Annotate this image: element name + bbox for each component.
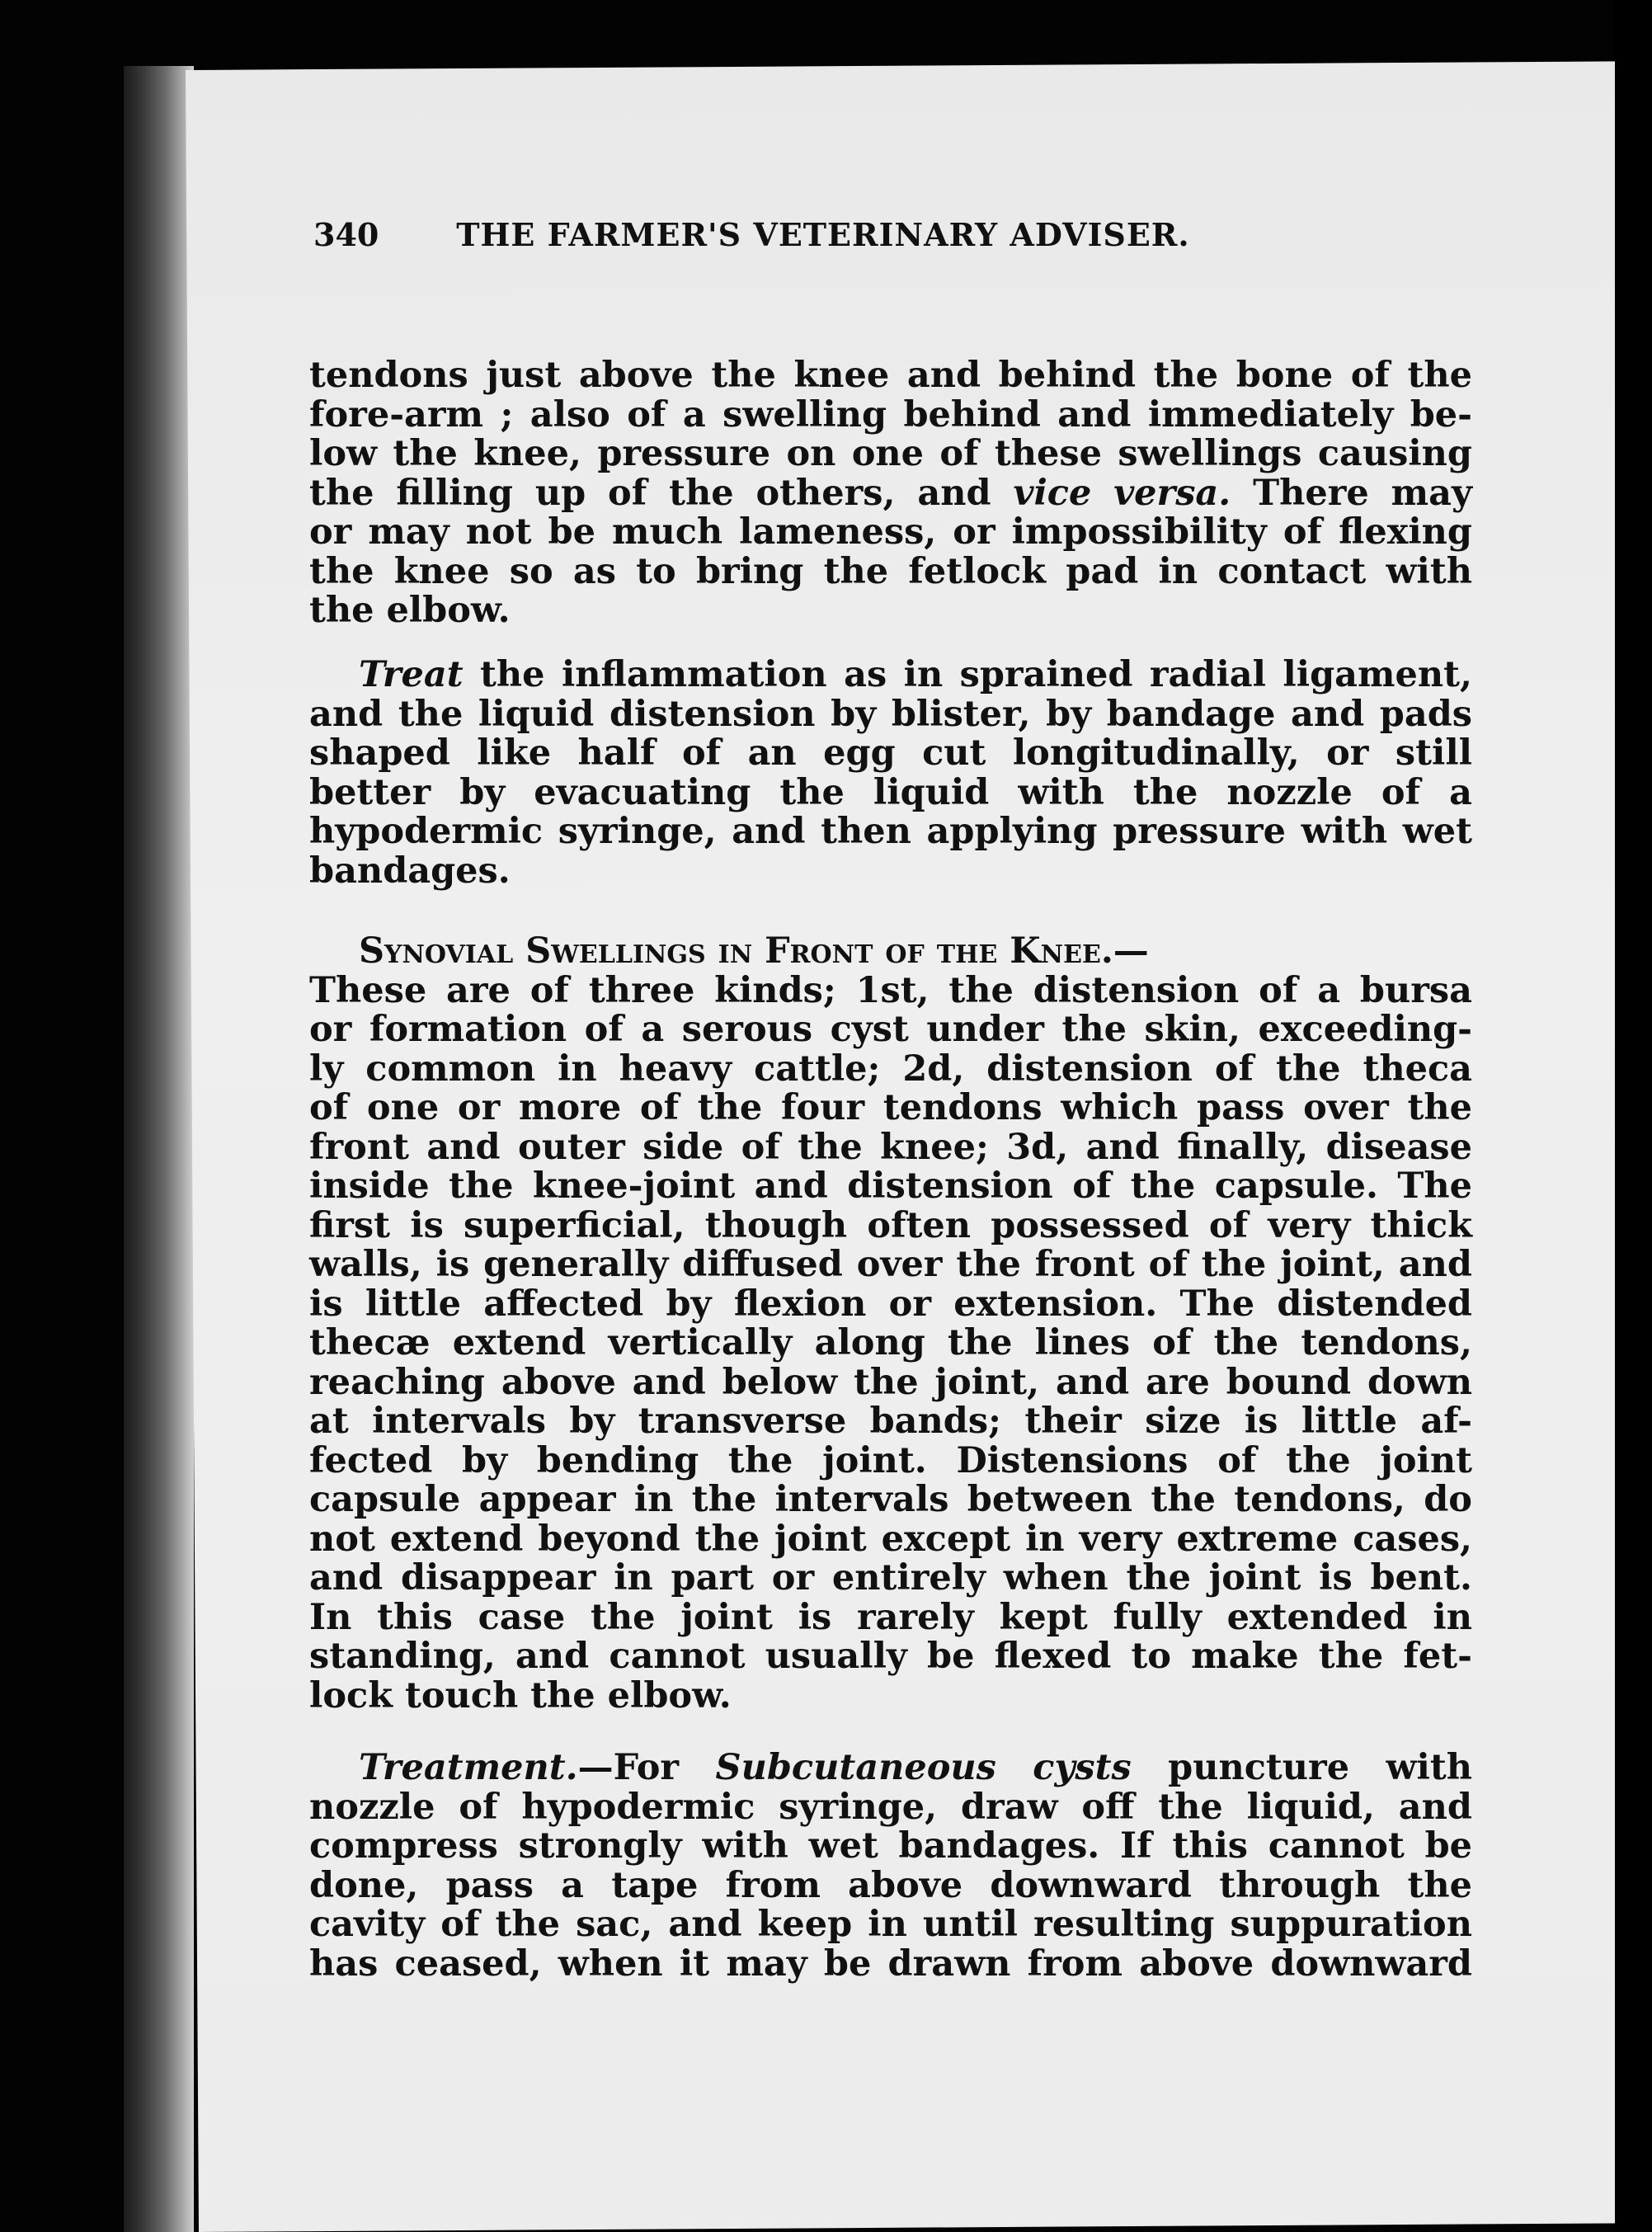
text-line: front and outer side of the knee; 3d, and finally, disease [309, 1126, 1472, 1168]
paragraph-synovial-swellings [309, 932, 1472, 1716]
running-head-title: THE FARMER'S VETERINARY ADVISER. [456, 216, 1190, 253]
text-line: of one or more of the four tendons which pass over the [309, 1087, 1472, 1128]
small-caps-heading: Synovial Swellings in Front of the Knee.— [359, 930, 1149, 972]
text-run: —For [577, 1747, 680, 1788]
text-line: or formation of a serous cyst under the skin, exceeding- [309, 1009, 1472, 1050]
text-line: fore-arm ; also of a swelling behind and immediately be- [309, 393, 1472, 436]
text-line: tendons just above the knee and behind the bone of the [309, 355, 1472, 396]
running-head [313, 216, 1419, 253]
text-line [309, 656, 1472, 695]
text-line: is little affected by flexion or extension. The distended [309, 1283, 1472, 1325]
italic-phrase: vice versa. [1013, 472, 1231, 514]
text-line: ly common in heavy cattle; 2d, distension of the theca [309, 1048, 1472, 1090]
text-line: hypodermic syringe, and then applying pressure with wet [309, 811, 1472, 852]
paragraph-treat [309, 656, 1472, 891]
text-line: cavity of the sac, and keep in until resulting suppuration [309, 1904, 1472, 1945]
text-line: inside the knee-joint and distension of the capsule. The [309, 1165, 1472, 1207]
text-run: puncture with [1168, 1747, 1472, 1788]
text-line: lock touch the elbow. [309, 1674, 732, 1716]
text-run: There may [1253, 472, 1472, 514]
text-line: and the liquid distension by blister, by bandage and pads [309, 693, 1472, 735]
text-run: the inflammation as in sprained radial ligament, [480, 654, 1472, 695]
text-line: and disappear in part or entirely when the joint is bent. [309, 1557, 1472, 1599]
italic-lead: Treatment. [359, 1747, 578, 1788]
text-line: compress strongly with wet bandages. If this cannot be [309, 1825, 1472, 1867]
text-line [309, 1749, 1472, 1788]
text-line: In this case the joint is rarely kept fully extended in [309, 1596, 1472, 1638]
text-line: fected by bending the joint. Distensions of the joint [309, 1439, 1472, 1481]
text-line: at intervals by transverse bands; their size is little af- [309, 1401, 1472, 1442]
text-line [309, 474, 1472, 514]
text-line: better by evacuating the liquid with the nozzle of a [309, 771, 1472, 813]
text-line: nozzle of hypodermic syringe, draw off the liquid, and [309, 1786, 1472, 1828]
text-line: the knee so as to bring the fetlock pad in contact with [309, 550, 1472, 592]
text-line: or may not be much lameness, or impossibility of flexing [309, 511, 1472, 553]
paragraph-treatment [309, 1749, 1472, 1984]
text-line: thecæ extend vertically along the lines of the tendons, [309, 1322, 1472, 1363]
text-line: standing, and cannot usually be flexed to make the fet- [309, 1636, 1472, 1677]
text-line: low the knee, pressure on one of these swellings causing [309, 433, 1472, 474]
paragraph-continuation [309, 356, 1472, 631]
text-line: bandages. [309, 850, 511, 892]
text-line: These are of three kinds; 1st, the distension of a bursa [309, 969, 1472, 1011]
text-line: shaped like half of an egg cut longitudinally, or still [309, 732, 1472, 774]
text-line: reaching above and below the joint, and are bound down [309, 1361, 1472, 1403]
text-run: the filling up of the others, and [309, 472, 991, 514]
text-line: first is superficial, though often possessed of very thick [309, 1204, 1472, 1246]
section-heading [309, 932, 1472, 972]
italic-phrase: Subcutaneous cysts [715, 1747, 1132, 1788]
text-line: walls, is generally diffused over the front of the joint, and [309, 1244, 1472, 1285]
italic-lead: Treat [359, 654, 464, 695]
text-line: the elbow. [309, 590, 511, 631]
text-line: not extend beyond the joint except in very extreme cases, [309, 1518, 1472, 1560]
book-spine-shadow [124, 66, 194, 2232]
text-line: has ceased, when it may be drawn from above downward [309, 1942, 1472, 1985]
scan-border [1615, 0, 1652, 2232]
text-line: capsule appear in the intervals between the tendons, do [309, 1479, 1472, 1520]
page-number: 340 [313, 216, 379, 253]
text-line: done, pass a tape from above downward through the [309, 1864, 1472, 1906]
